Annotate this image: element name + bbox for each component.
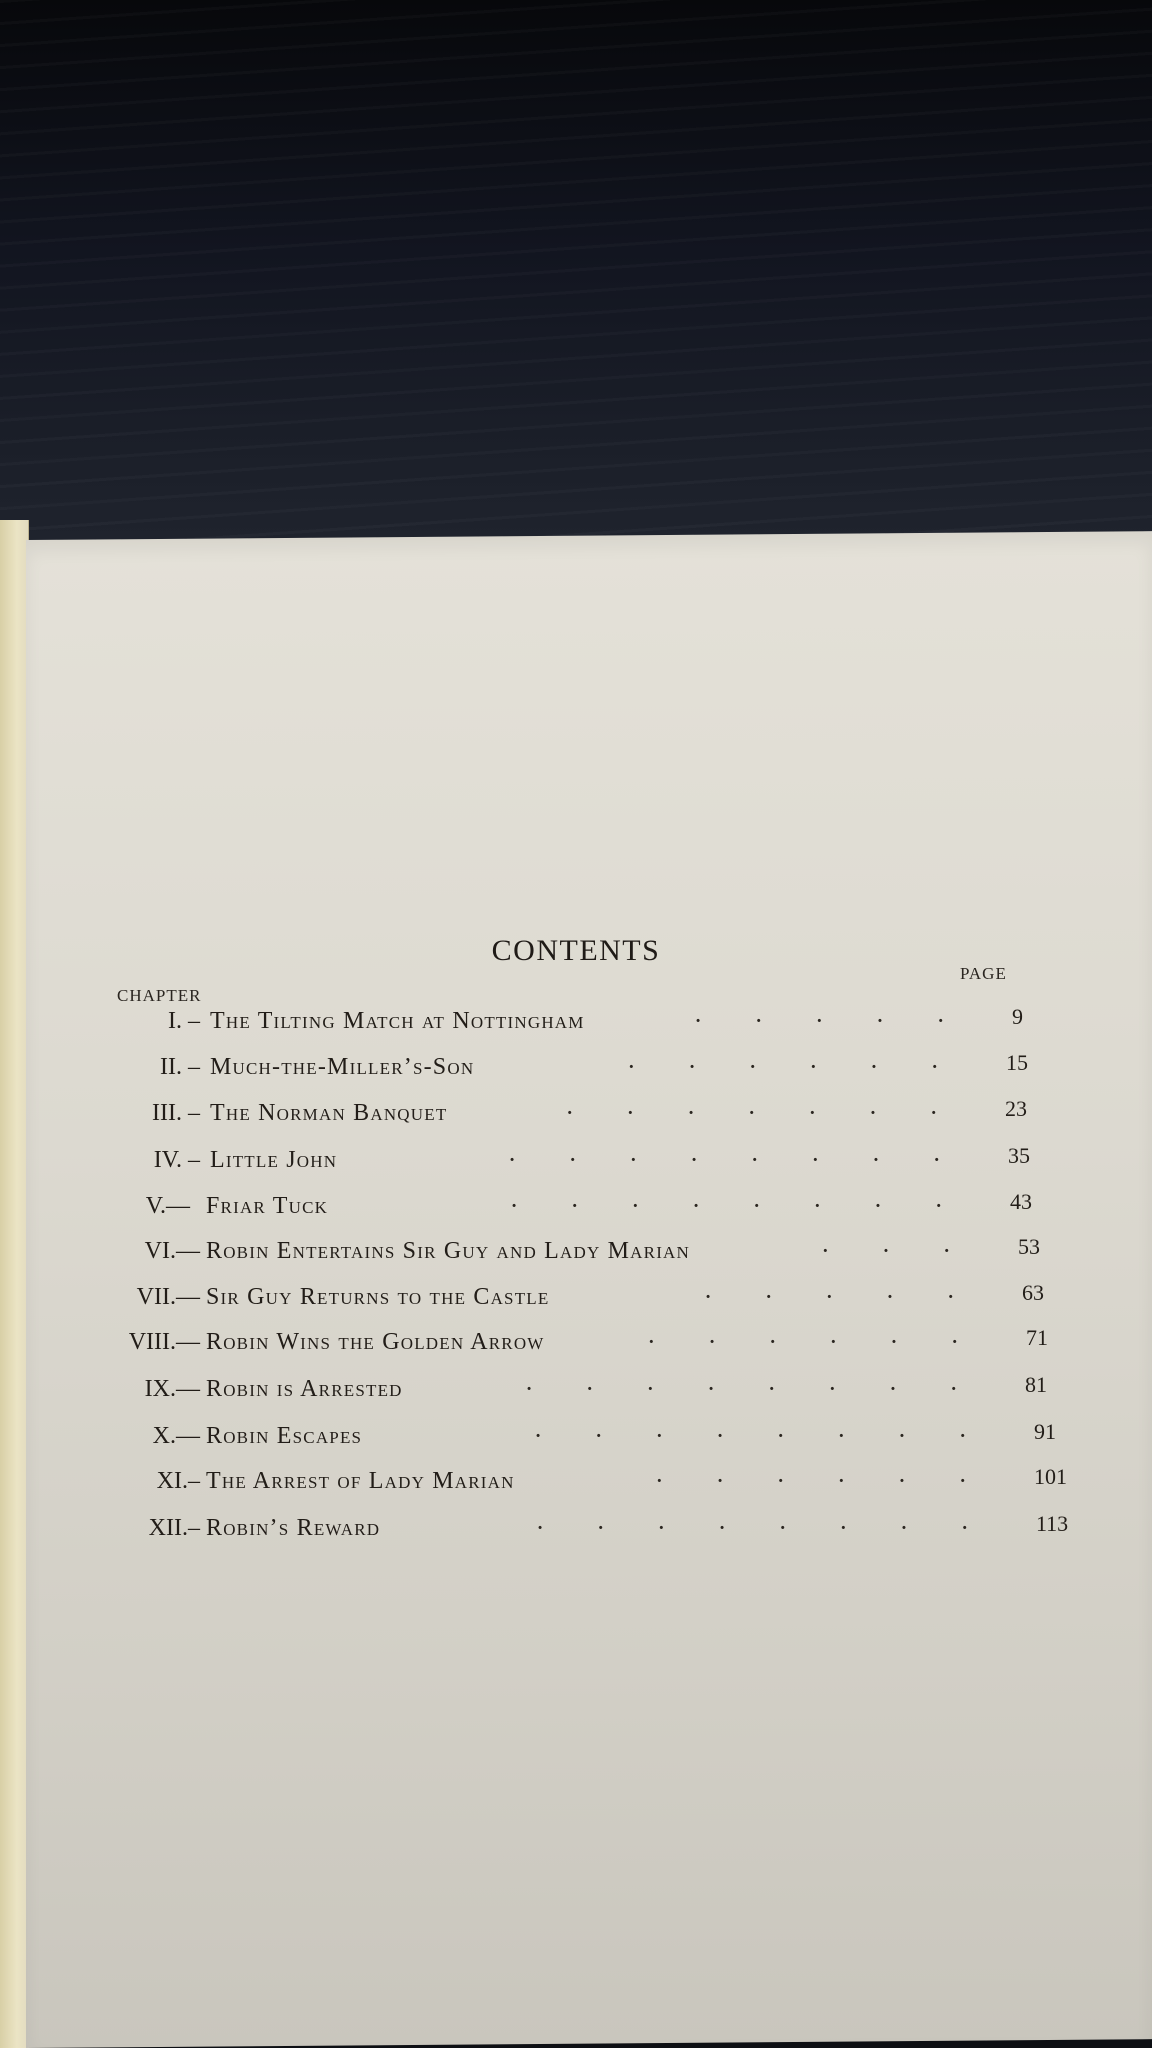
page-number: 113 <box>1036 1511 1069 1536</box>
page-number: 101 <box>1034 1464 1067 1489</box>
chapter-title: Robin Wins the Golden Arrow <box>206 1329 545 1355</box>
chapter-title: Much-the-Miller’s-Son <box>210 1054 475 1080</box>
dot-leader: · · · · · · <box>614 1052 978 1081</box>
chapter-number: III. – <box>152 1100 200 1126</box>
chapter-title: The Norman Banquet <box>210 1100 448 1126</box>
page-number: 35 <box>1008 1143 1030 1168</box>
dot-leader: · · · · · · <box>634 1327 998 1356</box>
dot-leader: · · · · · · · · <box>511 1374 997 1403</box>
page-number: 9 <box>1012 1004 1023 1029</box>
dot-leader: · · · · · · · · <box>496 1191 982 1220</box>
toc-entry <box>0 1327 1152 1357</box>
page-number: 43 <box>1010 1189 1032 1214</box>
toc-entry <box>0 1421 1152 1451</box>
chapter-number: X.— <box>152 1423 200 1449</box>
page-number: 81 <box>1025 1372 1047 1397</box>
chapter-column-header: CHAPTER <box>117 986 202 1005</box>
dot-leader: · · · · · · · · <box>522 1513 1008 1542</box>
page-number: 53 <box>1018 1234 1040 1259</box>
chapter-number: IV. – <box>153 1147 200 1173</box>
toc-entry <box>0 1052 1152 1082</box>
page-number: 63 <box>1022 1280 1044 1305</box>
dot-leader: · · · · · · · · <box>494 1145 980 1174</box>
toc-entry <box>0 1098 1152 1128</box>
dot-leader: · · · · · · · · <box>520 1421 1006 1450</box>
chapter-title: Robin Escapes <box>206 1423 363 1449</box>
chapter-title: The Tilting Match at Nottingham <box>210 1008 585 1034</box>
page-number: 23 <box>1005 1096 1027 1121</box>
chapter-title: Friar Tuck <box>206 1193 329 1219</box>
chapter-title: Robin’s Reward <box>206 1515 381 1541</box>
page-column-header: PAGE <box>960 964 1007 983</box>
chapter-title: Little John <box>210 1147 338 1173</box>
dot-leader: · · · <box>808 1236 990 1265</box>
toc-entry <box>0 1191 1152 1221</box>
chapter-number: I. – <box>168 1008 200 1034</box>
chapter-number: VII.— <box>136 1284 200 1310</box>
chapter-number: XII.– <box>148 1515 200 1541</box>
chapter-number: II. – <box>160 1054 200 1080</box>
page-title: CONTENTS <box>491 934 661 967</box>
dot-leader: · · · · · · <box>642 1466 1006 1495</box>
chapter-title: Robin Entertains Sir Guy and Lady Marian <box>206 1238 691 1264</box>
chapter-number: IX.— <box>144 1376 200 1402</box>
toc-entry <box>0 1466 1152 1496</box>
toc-entry <box>0 1006 1152 1036</box>
toc-entry <box>0 1374 1152 1404</box>
toc-entry <box>0 1282 1152 1312</box>
chapter-title: Sir Guy Returns to the Castle <box>206 1284 550 1310</box>
dot-leader: · · · · · <box>680 1006 984 1035</box>
page-number: 15 <box>1006 1050 1028 1075</box>
chapter-number: V.— <box>145 1193 190 1219</box>
page-number: 71 <box>1026 1325 1048 1350</box>
toc-entry <box>0 1513 1152 1543</box>
toc-entry <box>0 1236 1152 1266</box>
toc-entry <box>0 1145 1152 1175</box>
dot-leader: · · · · · <box>690 1282 994 1311</box>
page-number: 91 <box>1034 1419 1056 1444</box>
chapter-title: The Arrest of Lady Marian <box>206 1468 515 1494</box>
chapter-number: XI.– <box>156 1468 200 1494</box>
chapter-title: Robin is Arrested <box>206 1376 403 1402</box>
chapter-number: VI.— <box>144 1238 200 1264</box>
dot-leader: · · · · · · · <box>552 1098 977 1127</box>
chapter-number: VIII.— <box>128 1329 200 1355</box>
